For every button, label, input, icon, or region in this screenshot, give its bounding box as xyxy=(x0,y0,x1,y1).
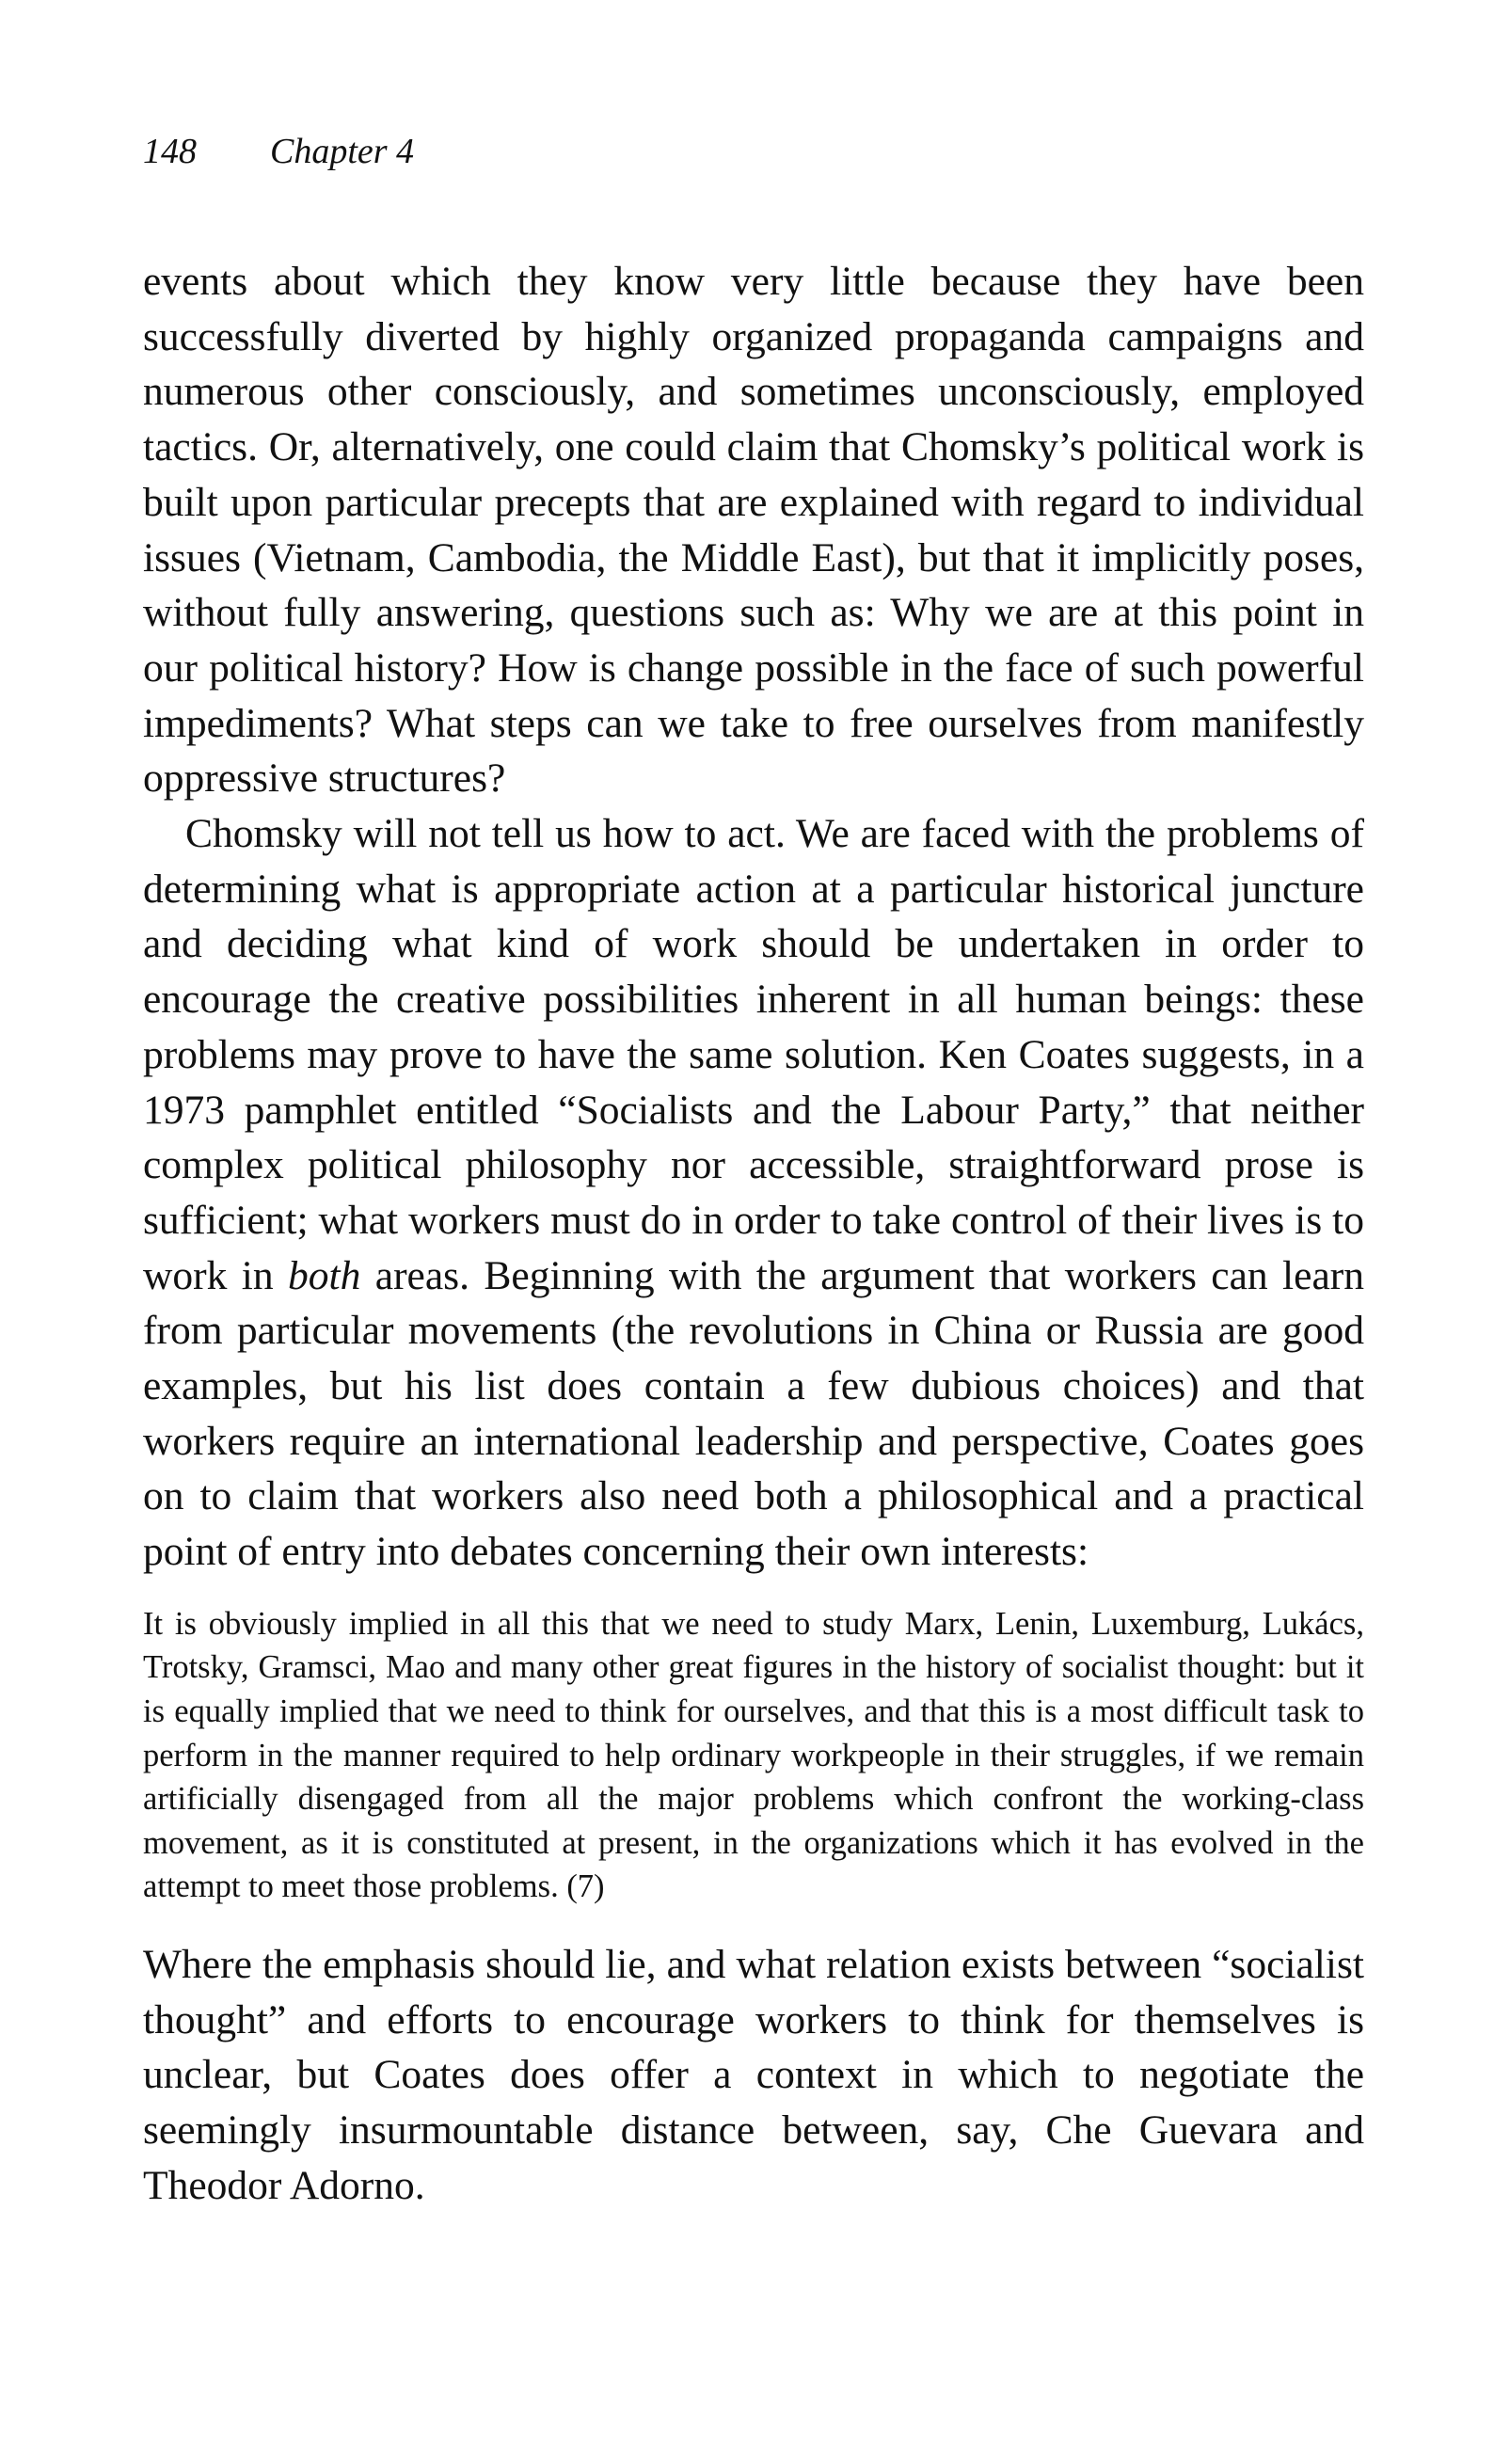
paragraph-1-text: events about which they know very little because they have been successfully diverted by highly organized propaganda campaigns and numerous other consciously, and sometimes unconsciously, employed tactics. Or, alternatively, one could claim that Chomsky’s political work is built upon particular precepts that are explained with regard to individual issues (Vietnam, Cambodia, the Middle East), but that it implicitly poses, without fully answering, questions such as: Why we are at this point in our political history? How is change possible in the face of such powerful impediments? What steps can we take to free ourselves from manifestly oppressive structures? xyxy=(143,259,1364,802)
emphasis-both: both xyxy=(288,1252,361,1298)
page-number: 148 xyxy=(143,132,197,171)
body-text xyxy=(143,254,1364,2214)
paragraph-2-text-a: Chomsky will not tell us how to act. We are faced with the problems of determining what is appropriate action at a particular historical juncture and deciding what kind of work should be undertaken in order to encourage the creative possibilities inherent in all human beings: these problems may prove to have the same solution. Ken Coates suggests, in a 1973 pamphlet entitled “Socialists and the Labour Party,” that neither complex political philosophy nor accessible, straightforward prose is sufficient; what workers must do in order to take control of their lives is to work in xyxy=(143,811,1364,1298)
block-quote: It is obviously implied in all this that we need to study Marx, Lenin, Luxemburg, Lukács, Trotsky, Gramsci, Mao and many other great figures in the history of socialist thought: but it is equally implied that we need to think for ourselves, and that this is a most difficult task to perform in the manner required to help ordinary workpeople in their struggles, if we remain artificially disengaged from all the major problems which confront the working-class movement, as it is constituted at present, in the organizations which it has evolved in the attempt to meet those problems. (7) xyxy=(143,1605,1364,1905)
paragraph-continued xyxy=(143,254,1364,806)
paragraph-coates xyxy=(143,806,1364,1580)
closing-paragraph: Where the emphasis should lie, and what relation exists between “socialist thought” and efforts to encourage workers to think for themselves is unclear, but Coates does offer a context in which to negotiate the seemingly insurmountable distance between, say, Che Guevara and Theodor Adorno. xyxy=(143,1942,1364,2208)
chapter-title: Chapter 4 xyxy=(270,132,415,171)
paragraph-2-text-b: areas. Beginning with the argument that workers can learn from particular movements (the revolutions in China or Russia are good examples, but his list does contain a few dubious choices) and that workers require an international leadership and perspective, Coates goes on to claim that workers also need both a philosophical and a practical point of entry into debates concerning their own interests: xyxy=(143,1252,1364,1575)
running-head xyxy=(143,134,414,169)
